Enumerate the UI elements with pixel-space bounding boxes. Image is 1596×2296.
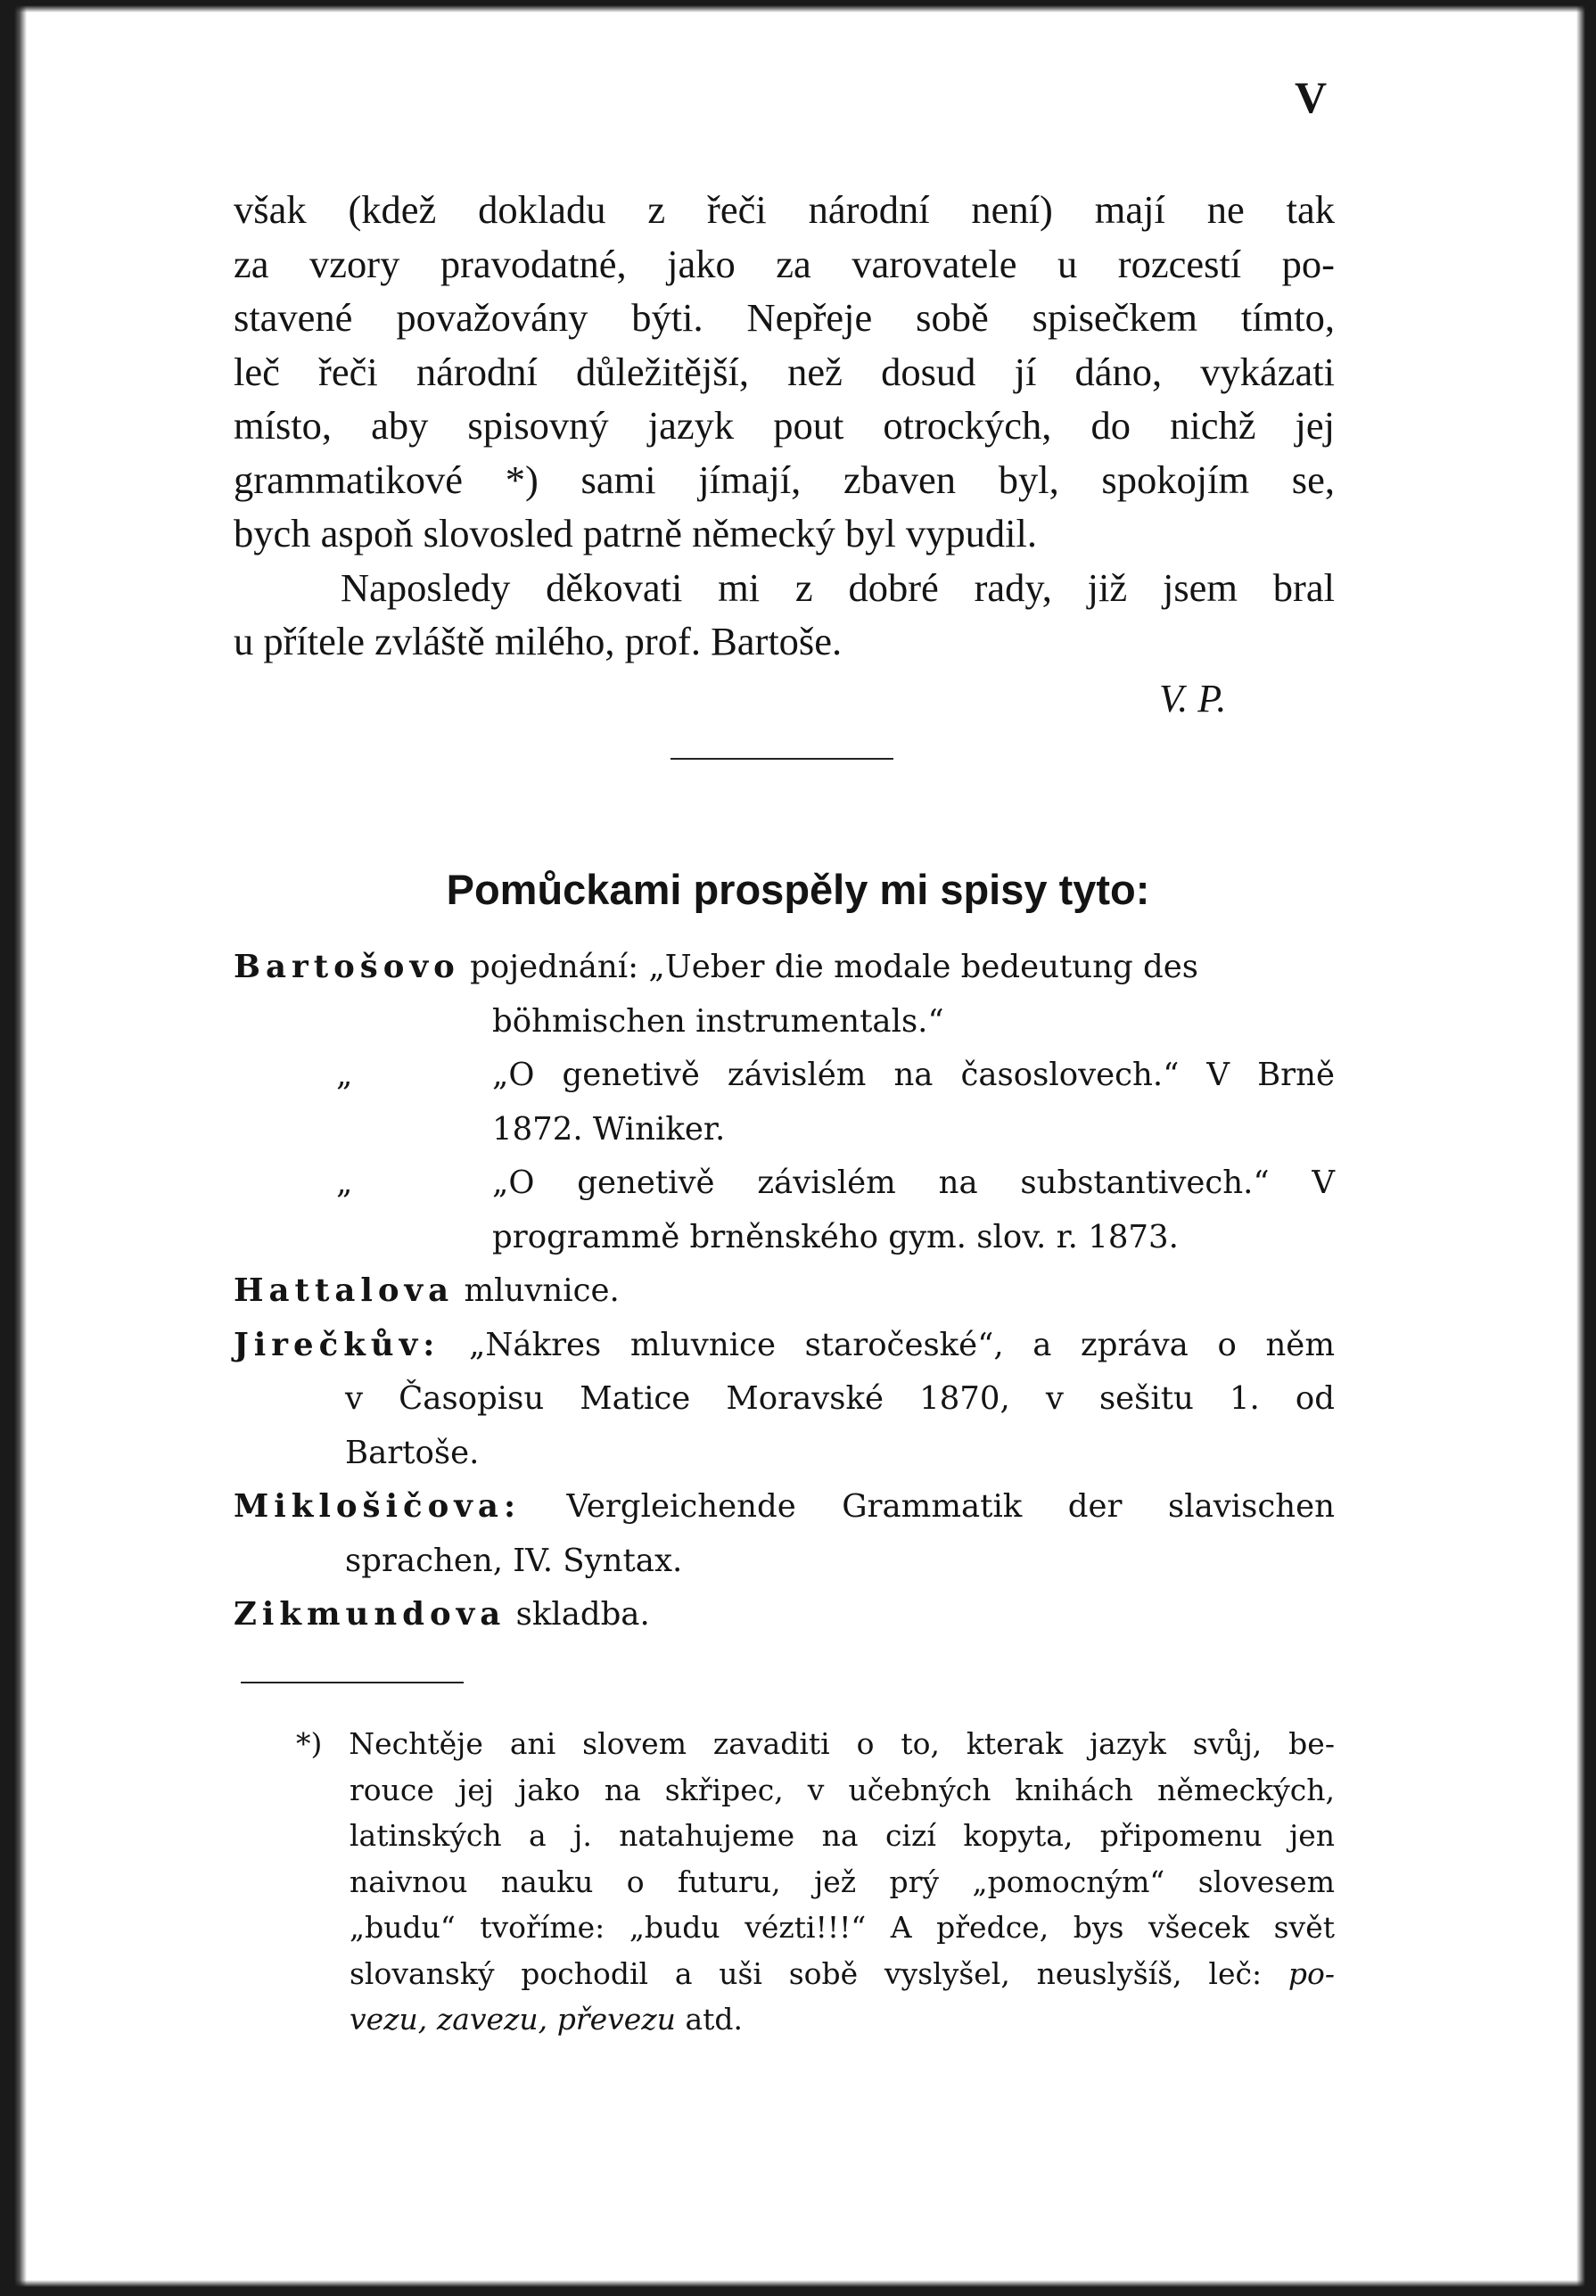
source-title: pojednání: „Ueber die modale bedeutung des bbox=[470, 949, 1198, 985]
page-number: V bbox=[1295, 72, 1328, 122]
source-author: Bartošovo bbox=[234, 949, 460, 985]
footnote-italic: vezu, bbox=[350, 2002, 428, 2037]
footnote-line: „budu“ tvoříme: „budu vézti!!!“ A předce, bys všecek svět bbox=[350, 1910, 1335, 1945]
footnote-line: latinských a j. natahujeme na cizí kopyta, připomenu jen bbox=[350, 1818, 1335, 1853]
source-entry-miklosic bbox=[234, 1480, 1335, 1535]
ditto-mark: „ bbox=[336, 1057, 353, 1093]
source-title: „Nákres mluvnice staročeské“, a zpráva o něm bbox=[468, 1326, 1335, 1363]
thanks-line: u přítele zvláště milého, prof. Bartoše. bbox=[234, 619, 843, 663]
footnote-italic: zavezu, bbox=[436, 2002, 548, 2037]
source-author: Jirečkův: bbox=[234, 1326, 440, 1363]
source-title: Vergleichende Grammatik der slavischen bbox=[566, 1488, 1335, 1525]
footnote-text: atd. bbox=[685, 2002, 743, 2037]
source-entry-hattala bbox=[234, 1264, 1335, 1319]
preface-line: za vzory pravodatné, jako za varovatele u rozcestí po- bbox=[234, 241, 1335, 286]
footnote-line bbox=[296, 1721, 1335, 1767]
footnote bbox=[296, 1721, 1335, 2043]
footnote-line: naivnou nauku o futuru, jež prý „pomocným“ slovesem bbox=[350, 1864, 1335, 1899]
footnote-line bbox=[350, 1996, 1335, 2043]
preface-line: však (kdež dokladu z řeči národní není) mají ne tak bbox=[234, 187, 1335, 232]
source-continuation: 1872. Winiker. bbox=[492, 1110, 726, 1148]
footnote-italic: po- bbox=[1287, 1955, 1335, 1991]
scan-border-top bbox=[0, 0, 1596, 12]
footnote-divider bbox=[241, 1682, 464, 1683]
footnote-text: slovanský pochodil a uši sobě vyslyšel, neuslyšíš, leč: bbox=[350, 1955, 1263, 1991]
source-entry-zikmund bbox=[234, 1588, 1335, 1642]
footnote-italic: převezu bbox=[556, 2002, 676, 2037]
source-title: „O genetivě závislém na časoslovech.“ V Brně bbox=[492, 1057, 1335, 1093]
source-title: skladba. bbox=[515, 1596, 650, 1633]
source-continuation: Bartoše. bbox=[345, 1434, 480, 1471]
footnote-line bbox=[350, 1951, 1335, 1997]
preface-line: bych aspoň slovosled patrně německý byl vypudil. bbox=[234, 511, 1037, 555]
sources-list bbox=[234, 941, 1335, 1642]
source-title: mluvnice. bbox=[464, 1272, 620, 1309]
preface-text bbox=[234, 183, 1335, 669]
source-entry-jirecek bbox=[234, 1319, 1335, 1373]
source-author: Zikmundova bbox=[234, 1596, 506, 1633]
footnote-line: rouce jej jako na skřipec, v učebných knihách německých, bbox=[350, 1772, 1335, 1807]
preface-line: grammatikové *) sami jímají, zbaven byl, spokojím se, bbox=[234, 457, 1335, 502]
thanks-line: Naposledy děkovati mi z dobré rady, již jsem bral bbox=[341, 564, 1335, 610]
preface-line: místo, aby spisovný jazyk pout otrockých, do nichž jej bbox=[234, 403, 1335, 448]
ditto-mark: „ bbox=[336, 1164, 353, 1201]
source-entry-bartos bbox=[234, 941, 1335, 995]
author-signature: V. P. bbox=[1159, 677, 1227, 720]
section-divider bbox=[670, 758, 893, 760]
sources-heading: Pomůckami prospěly mi spisy tyto: bbox=[446, 866, 1150, 913]
source-title: „O genetivě závislém na substantivech.“ V bbox=[492, 1164, 1335, 1201]
source-entry-bartos-3 bbox=[234, 1156, 1335, 1211]
footnote-text: Nechtěje ani slovem zavaditi o to, kterak jazyk svůj, be- bbox=[349, 1726, 1335, 1761]
preface-line: stavené považovány býti. Nepřeje sobě spisečkem tímto, bbox=[234, 295, 1335, 340]
source-continuation: programmě brněnského gym. slov. r. 1873. bbox=[492, 1218, 1179, 1255]
source-entry-bartos-2 bbox=[234, 1049, 1335, 1103]
footnote-marker: *) bbox=[296, 1726, 323, 1761]
scan-border-right bbox=[1576, 0, 1596, 2296]
source-continuation: böhmischen instrumentals.“ bbox=[492, 1002, 944, 1040]
preface-line: leč řeči národní důležitější, než dosud jí dáno, vykázati bbox=[234, 349, 1335, 394]
source-continuation: v Časopisu Matice Moravské 1870, v sešitu 1. od bbox=[345, 1380, 1335, 1417]
scan-border-left bbox=[0, 0, 27, 2296]
source-author: Hattalova bbox=[234, 1272, 455, 1309]
source-author: Miklošičova: bbox=[234, 1488, 522, 1525]
source-continuation: sprachen, IV. Syntax. bbox=[345, 1542, 683, 1579]
scan-border-bottom bbox=[0, 2280, 1596, 2296]
